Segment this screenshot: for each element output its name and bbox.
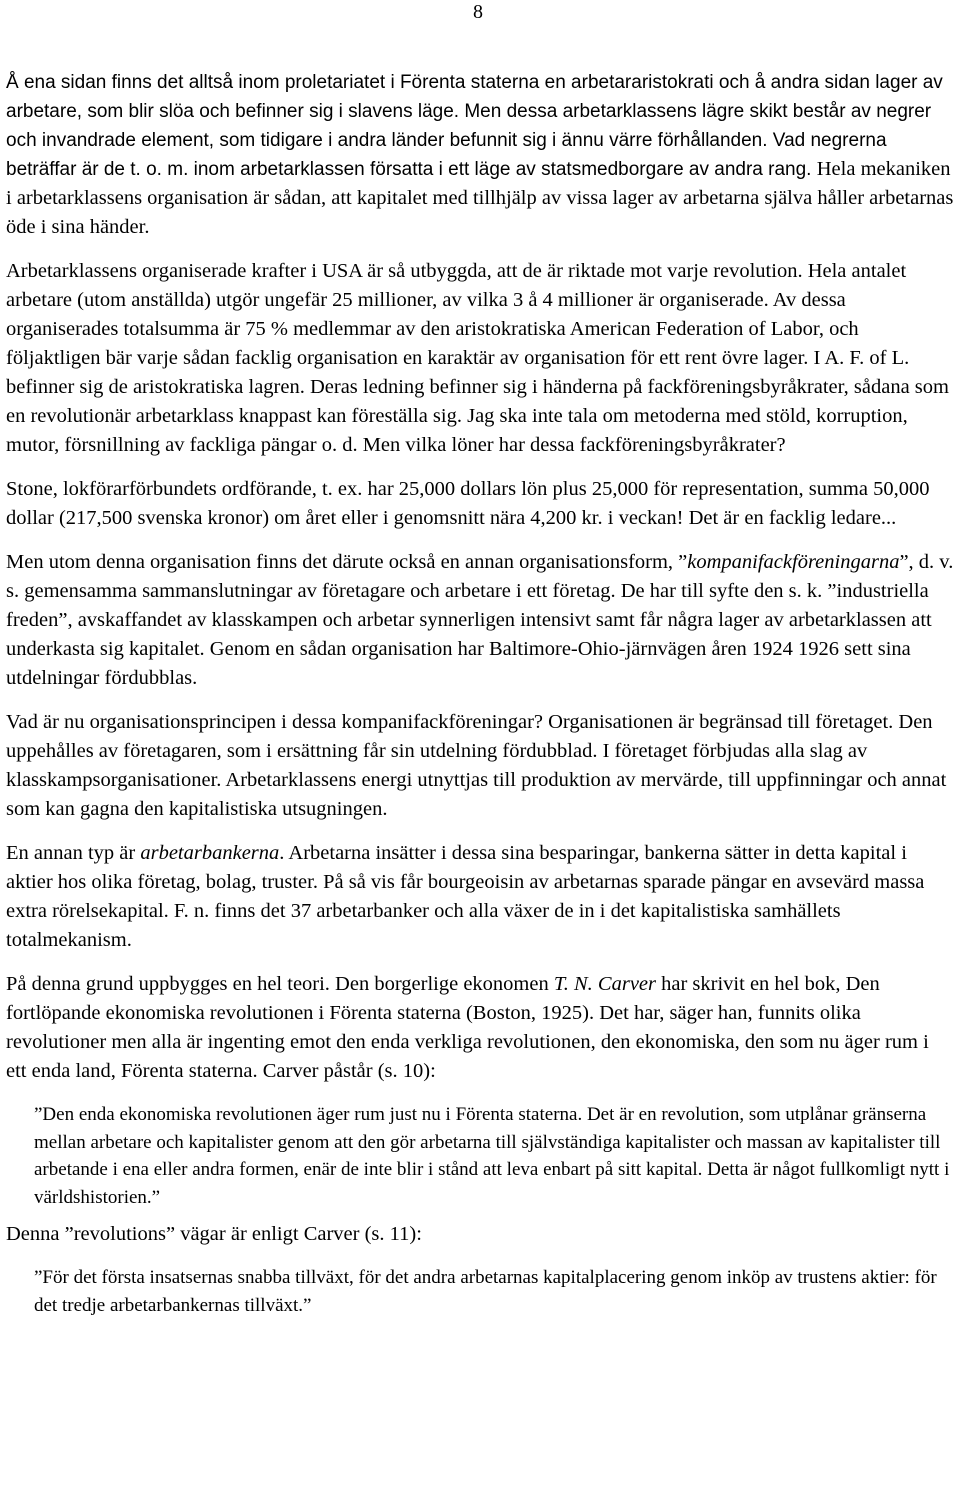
paragraph-1-text: Å ena sidan finns det alltså inom proletariatet i Förenta staterna en arbetararistokrati och å andra sidan lager av arbetare, som blir slöa och befinner sig i slavens läge. Men dessa arbetarklassens lägre skikt består av negrer och invandrade element, som tidigare i andra länder befunnit sig i ännu värre förhållanden. Vad negrerna beträffar är de t. o. m. inom arbetarklassen försatta i ett läge av statsmedborgare av andra rang. (6, 72, 943, 180)
block-quote-1: ”Den enda ekonomiska revolutionen äger rum just nu i Förenta staterna. Det är en revolution, som utplånar gränserna mellan arbetare och kapitalister genom att den gör arbetarna till självständiga kapitalister och massan av kapitalister till arbetande i ena eller andra formen, enär de inte blir i stånd att leva enbart på sitt kapital. Detta är något fullkomligt nytt i världshistorien.” (34, 1104, 950, 1208)
paragraph-6-before: En annan typ är (6, 842, 141, 864)
paragraph-2: Arbetarklassens organiserade krafter i USA är så utbyggda, att de är riktade mot varje revolution. Hela antalet arbetare (utom anställda) utgör ungefär 25 millioner, av vilka 3 å 4 millioner är organiserade. Av dessa organiserades totalsumma är 75 % medlemmar av den aristokratiska American Federation of Labor, och följaktligen bär varje sådan facklig organisation en karaktär av organisation för ett rent övre lager. I A. F. of L. befinner sig de aristokratiska lagren. Deras ledning befinner sig i händerna på fackföreningsbyråkrater, sådana som en revolutionär arbetarklass knappast kan föreställa sig. Jag ska inte tala om metoderna med stöld, korruption, mutor, försnillning av fackliga pängar o. d. Men vilka löner har dessa fackföreningsbyråkrater? (6, 260, 949, 456)
document-body (6, 68, 954, 1328)
paragraph-1-sans (6, 68, 954, 242)
paragraph-5: Vad är nu organisationsprincipen i dessa kompanifackföreningar? Organisationen är begränsad till företaget. Den uppehålles av företagaren, som i ersättning får sin utdelning fördubblad. I företaget förbjudas alla slag av klasskampsorganisationer. Arbetarklassens energi utnyttjas till produktion av mervärde, till uppfinningar och annat som kan gagna den kapitalistiska utsugningen. (6, 711, 947, 820)
paragraph-4-italic: kompanifackföreningarna (687, 551, 900, 573)
paragraph-7-after: har skrivit en hel bok, Den fortlöpande ekonomiska revolutionen i Förenta staterna (Boston, 1925). Det har, säger han, funnits olika revolutioner men alla är ingenting emot den enda verkliga revolutionen, den ekonomiska, den som nu äger rum i ett enda land, Förenta staterna. Carver påstår (s. 10): (6, 973, 929, 1082)
paragraph-3: Stone, lokförarförbundets ordförande, t. ex. har 25,000 dollars lön plus 25,000 för representation, summa 50,000 dollar (217,500 svenska kronor) om året eller i genomsnitt nära 4,200 kr. i veckan! Det är en facklig ledare... (6, 478, 930, 529)
paragraph-4-after: ”, d. v. s. gemensamma sammanslutningar av företagare och arbetare i ett företag. De har till syfte den s. k. ”industriella freden”, avskaffandet av klasskampen och arbetar synnerligen intensivt samt får några lager av arbetarklassen att underkasta sig kapitalet. Genom en sådan organisation har Baltimore-Ohio-järnvägen åren 1924 1926 sett sina utdelningar fördubblas. (6, 551, 954, 689)
paragraph-6 (6, 839, 954, 955)
spacer (6, 242, 954, 257)
paragraph-4-before: Men utom denna organisation finns det därute också en annan organisationsform, ” (6, 551, 688, 573)
paragraph-7 (6, 970, 954, 1086)
paragraph-7-before: På denna grund uppbygges en hel teori. Den borgerlige ekonomen (6, 973, 554, 995)
paragraph-6-after: . Arbetarna insätter i dessa sina besparingar, bankerna sätter in detta kapital i aktier hos olika företag, bolag, truster. På så vis får bourgeoisin av arbetarnas sparade pängar en avsevärd massa extra rörelsekapital. F. n. finns det 37 arbetarbanker och alla växer de in i det kapitalistiska samhällets totalmekanism. (6, 842, 925, 951)
paragraph-1-rest: Hela mekaniken i arbetarklassens organisation är sådan, att kapitalet med tillhjälp av vissa lager av arbetarna själva håller arbetarnas öde i sina händer. (6, 158, 954, 238)
block-quote-2: ”För det första insatsernas snabba tillväxt, för det andra arbetarnas kapitalplacering genom inköp av trustens aktier: för det tredje arbetarbankernas tillväxt.” (34, 1267, 937, 1316)
paragraph-6-italic: arbetarbankerna (140, 842, 280, 864)
paragraph-7-italic: T. N. Carver (553, 973, 656, 995)
paragraph-8: Denna ”revolutions” vägar är enligt Carver (s. 11): (6, 1223, 422, 1245)
paragraph-4 (6, 548, 954, 693)
page-number: 8 (473, 1, 483, 23)
